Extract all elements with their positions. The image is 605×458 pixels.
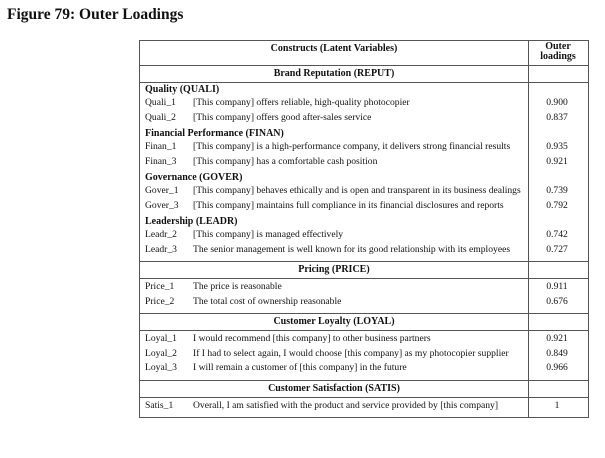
indicator-text: The senior management is well known for its good relationship with its employees	[193, 243, 511, 255]
section-header	[140, 381, 588, 398]
header-outer-loadings	[528, 41, 588, 65]
indicator-row	[140, 201, 588, 212]
indicator-text: [This company] has a comfortable cash position	[193, 155, 378, 167]
outer-loading-value: 0.727	[546, 243, 568, 255]
indicator-text: The price is reasonable	[193, 281, 282, 292]
indicator-row	[140, 113, 588, 124]
outer-loading-value: 1	[554, 399, 560, 411]
indicator-code: Leadr_2	[145, 229, 177, 240]
indicator-row	[140, 349, 588, 360]
header-constructs: Constructs (Latent Variables)	[270, 43, 398, 54]
outer-loading-value: 0.900	[546, 97, 568, 108]
section-block	[140, 83, 588, 262]
indicator-text: [This company] maintains full compliance in its financial disclosures and reports	[193, 199, 504, 211]
outer-loading-value: 0.966	[546, 362, 568, 373]
indicator-code: Leadr_3	[145, 243, 177, 255]
indicator-row	[140, 363, 588, 374]
construct-title: Financial Performance (FINAN)	[145, 128, 284, 139]
indicator-text: [This company] is managed effectively	[193, 229, 344, 240]
section-title: Brand Reputation (REPUT)	[273, 68, 395, 79]
table-body	[140, 66, 588, 417]
indicator-row	[140, 98, 588, 109]
indicator-text: [This company] offers reliable, high-quality photocopier	[193, 97, 410, 108]
indicator-row	[140, 157, 588, 168]
outer-loading-value: 0.837	[546, 111, 568, 123]
indicator-row	[140, 282, 588, 293]
construct-title: Governance (GOVER)	[145, 172, 243, 183]
outer-loading-value: 0.676	[546, 295, 568, 307]
outer-loading-value: 0.921	[546, 155, 568, 167]
outer-loading-value: 0.849	[546, 347, 568, 359]
indicator-code: Price_1	[145, 281, 175, 292]
section-header	[140, 314, 588, 331]
indicator-code: Gover_3	[145, 199, 179, 211]
indicator-row	[140, 230, 588, 241]
indicator-code: Finan_1	[145, 141, 177, 152]
indicator-code: Finan_3	[145, 155, 177, 167]
header-outer-line1: Outer	[545, 41, 571, 52]
indicator-row	[140, 142, 588, 153]
indicator-row	[140, 245, 588, 256]
figure-title: Figure 79: Outer Loadings	[7, 6, 184, 23]
indicator-text: I would recommend [this company] to other business partners	[193, 333, 431, 344]
indicator-text: [This company] behaves ethically and is open and transparent in its business dealings	[193, 185, 521, 196]
section-header	[140, 262, 588, 279]
indicator-code: Loyal_3	[145, 362, 177, 373]
indicator-code: Loyal_1	[145, 333, 177, 344]
indicator-text: If I had to select again, I would choose [this company] as my photocopier supplier	[193, 347, 509, 359]
section-header	[140, 66, 588, 83]
outer-loading-value: 0.921	[546, 333, 568, 344]
header-outer-line2: loadings	[540, 51, 576, 62]
indicator-text: I will remain a customer of [this company] in the future	[193, 362, 407, 373]
section-title: Customer Satisfaction (SATIS)	[268, 382, 400, 394]
table-header	[140, 41, 588, 66]
construct-title: Leadership (LEADR)	[145, 216, 238, 227]
outer-loading-value: 0.911	[546, 281, 568, 292]
outer-loading-value: 0.935	[546, 141, 568, 152]
indicator-text: [This company] offers good after-sales service	[193, 111, 372, 123]
section-block	[140, 279, 588, 314]
outer-loading-value: 0.742	[546, 229, 568, 240]
indicator-code: Quali_1	[145, 97, 176, 108]
indicator-row	[140, 401, 588, 412]
indicator-code: Price_2	[145, 295, 175, 307]
section-title: Customer Loyalty (LOYAL)	[273, 316, 395, 327]
indicator-code: Gover_1	[145, 185, 179, 196]
indicator-text: [This company] is a high-performance company, it delivers strong financial results	[193, 141, 511, 152]
indicator-text: Overall, I am satisfied with the product and service provided by [this company]	[193, 399, 499, 411]
outer-loadings-table	[139, 40, 589, 418]
indicator-row	[140, 186, 588, 197]
construct-title: Quality (QUALI)	[145, 84, 220, 95]
indicator-row	[140, 334, 588, 345]
outer-loading-value: 0.792	[546, 199, 568, 211]
indicator-row	[140, 297, 588, 308]
section-title: Pricing (PRICE)	[298, 264, 370, 275]
indicator-code: Loyal_2	[145, 347, 177, 359]
outer-loading-value: 0.739	[546, 185, 568, 196]
indicator-text: The total cost of ownership reasonable	[193, 295, 342, 307]
indicator-code: Satis_1	[145, 399, 174, 411]
indicator-code: Quali_2	[145, 111, 176, 123]
section-block	[140, 398, 588, 418]
section-block	[140, 331, 588, 381]
